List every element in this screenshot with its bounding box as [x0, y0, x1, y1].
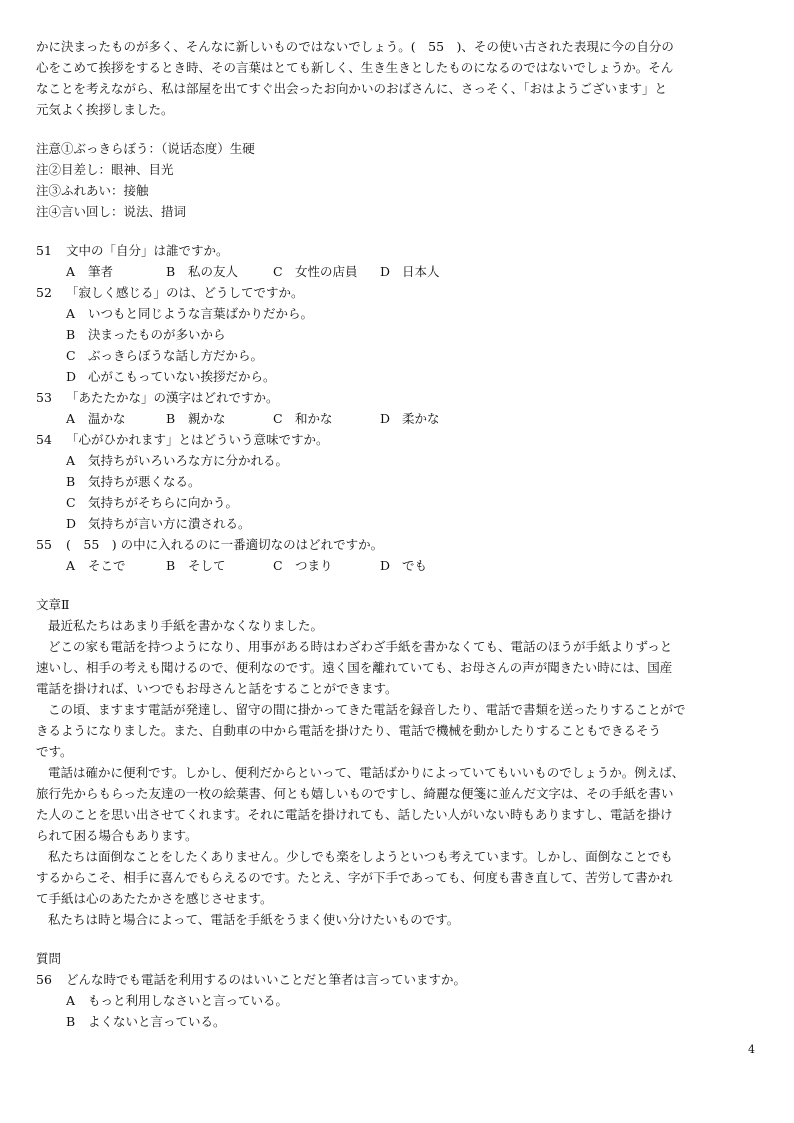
paragraph-line: 私たちは時と場合によって、電話を手紙をうまく使い分けたいものです。	[48, 912, 460, 927]
option-a[interactable]: A 筆者	[66, 264, 114, 279]
option-c[interactable]: C 女性の店員	[273, 264, 358, 279]
paragraph-line: この頃、ますます電話が発達し、留守の間に掛かってきた電話を録音したり、電話で書類を送ったりすることがで	[48, 702, 686, 717]
paragraph-line: 元気よく挨拶しました。	[36, 102, 174, 117]
option-a[interactable]: A そこで	[66, 558, 126, 573]
question-number: 53	[36, 390, 52, 405]
option-a[interactable]: A 気持ちがいろいろな方に分かれる。	[66, 453, 289, 468]
option-b[interactable]: B 気持ちが悪くなる。	[66, 474, 201, 489]
document-page	[36, 36, 758, 1032]
paragraph-line: 速いし、相手の考えも聞けるので、便利なのです。遠く国を離れていても、お母さんの声が聞きたい時には、国産	[36, 660, 673, 675]
option-d[interactable]: D 日本人	[380, 264, 440, 279]
paragraph-line: た人のことを思い出させてくれます。それに電話を掛けれても、話したい人がいない時もありますし、電話を掛け	[36, 807, 673, 822]
option-b[interactable]: B そして	[166, 558, 226, 573]
note-2: 注②目差し：眼神、目光	[36, 162, 174, 177]
paragraph-line: なことを考えながら、私は部屋を出てすぐ出会ったお向かいのおばさんに、さっそく、「おはようございます」と	[36, 81, 668, 96]
passage2	[36, 615, 758, 930]
options-55	[36, 555, 758, 576]
paragraph-line: です。	[36, 744, 73, 759]
vocabulary-notes	[36, 138, 758, 222]
paragraph-line: 電話は確かに便利です。しかし、便利だからといって、電話ばかりによっていてもいいものでしょうか。例えば、	[48, 765, 685, 780]
passage1-tail	[36, 36, 758, 120]
option-d[interactable]: D でも	[380, 558, 428, 573]
option-b[interactable]: B 私の友人	[166, 264, 239, 279]
question-number: 51	[36, 243, 52, 258]
question-53	[36, 387, 758, 408]
option-b[interactable]: B 決まったものが多いから	[66, 327, 226, 342]
paragraph-line: きるようになりました。また、自動車の中から電話を掛けたり、電話で機械を動かしたりすることもできるそう	[36, 723, 662, 738]
option-c[interactable]: C ぶっきらぼうな話し方だから。	[66, 348, 264, 363]
option-b[interactable]: B 親かな	[166, 411, 226, 426]
question-text: どんな時でも電話を利用するのはいいことだと筆者は言っていますか。	[66, 972, 467, 987]
options-51	[36, 261, 758, 282]
paragraph-line: するからこそ、相手に喜んでもらえるのです。たとえ、字が下手であっても、何度も書き直して、苦労して書かれ	[36, 870, 673, 885]
paragraph-line: 旅行先からもらった友達の一枚の絵葉書、何とも嬉しいものですし、綺麗な便箋に並んだ文字は、その手紙を書い	[36, 786, 674, 801]
paragraph-line: 最近私たちはあまり手紙を書かなくなりました。	[48, 618, 324, 633]
paragraph-line: どこの家も電話を持つようになり、用事がある時はわざわざ手紙を書かなくても、電話のほうが手紙よりずっと	[48, 639, 673, 654]
option-d[interactable]: D 気持ちが言い方に潰される。	[66, 516, 251, 531]
option-a[interactable]: A いつもと同じような言葉ばかりだから。	[66, 306, 314, 321]
paragraph-line: かに決まったものが多く、そんなに新しいものではないでしょう。( 55 )、その使い古された表現に今の自分の	[36, 39, 674, 54]
paragraph-line: 電話を掛ければ、いつでもお母さんと話をすることができます。	[36, 681, 398, 696]
question-text: ( 55 ) の中に入れるのに一番適切なのはどれですか。	[66, 537, 384, 552]
paragraph-line: 私たちは面倒なことをしたくありません。少しでも楽をしようといつも考えています。しかし、面倒なことでも	[48, 849, 673, 864]
note-4: 注④言い回し：说法、措词	[36, 204, 187, 219]
questions-title: 質問	[36, 951, 62, 966]
question-55	[36, 534, 758, 555]
question-text: 文中の「自分」は誰ですか。	[66, 243, 229, 258]
question-number: 56	[36, 972, 52, 987]
question-51	[36, 240, 758, 261]
page-number: 4	[748, 1043, 755, 1056]
option-d[interactable]: D 柔かな	[380, 411, 440, 426]
option-c[interactable]: C 気持ちがそちらに向かう。	[66, 495, 239, 510]
questions-section-1	[36, 240, 758, 576]
options-53	[36, 408, 758, 429]
question-text: 「寂しく感じる」のは、どうしてですか。	[66, 285, 304, 300]
question-56	[36, 969, 758, 990]
question-text: 「あたたかな」の漢字はどれですか。	[66, 390, 279, 405]
paragraph-line: て手紙は心のあたたかさを感じさせます。	[36, 891, 273, 906]
question-text: 「心がひかれます」とはどういう意味ですか。	[66, 432, 329, 447]
paragraph-line: 心をこめて挨拶をするとき時、その言葉はとても新しく、生き生きとしたものになるのではないでしょうか。そん	[36, 60, 674, 75]
question-52	[36, 282, 758, 303]
option-a[interactable]: A 温かな	[66, 411, 126, 426]
note-1: 注意①ぶっきらぼう：（说话态度）生硬	[36, 141, 255, 156]
question-54	[36, 429, 758, 450]
note-3: 注③ふれあい：接触	[36, 183, 149, 198]
question-number: 52	[36, 285, 52, 300]
question-number: 54	[36, 432, 52, 447]
option-c[interactable]: C 和かな	[273, 411, 333, 426]
section-title: 文章Ⅱ	[36, 597, 70, 612]
option-d[interactable]: D 心がこもっていない挨拶だから。	[66, 369, 276, 384]
option-b[interactable]: B よくないと言っている。	[66, 1014, 226, 1029]
question-number: 55	[36, 537, 52, 552]
option-a[interactable]: A もっと利用しなさいと言っている。	[66, 993, 289, 1008]
option-c[interactable]: C つまり	[273, 558, 333, 573]
paragraph-line: られて困る場合もあります。	[36, 828, 198, 843]
